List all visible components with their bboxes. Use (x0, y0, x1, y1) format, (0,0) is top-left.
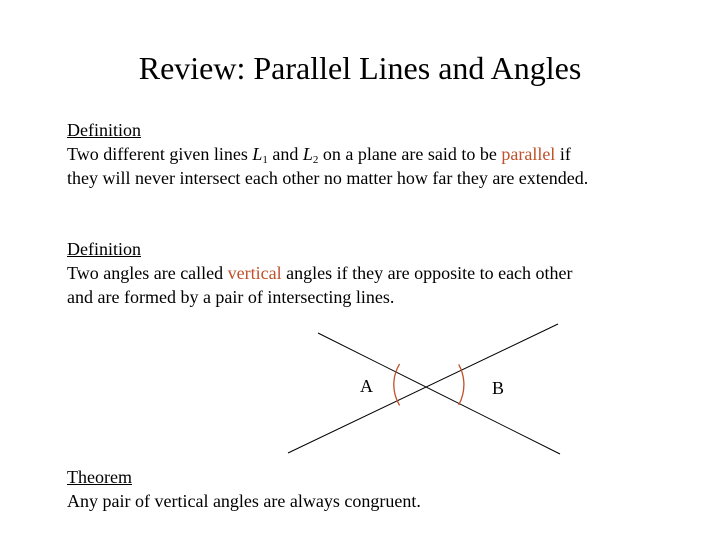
line-l1-subscript: 1 (262, 154, 268, 166)
angle-b-arc (459, 364, 464, 405)
line-l2-symbol: L (302, 144, 313, 164)
angle-b-label: B (492, 378, 505, 398)
text-fragment: angles if they are opposite to each other (281, 263, 573, 283)
slide-title: Review: Parallel Lines and Angles (138, 50, 582, 86)
text-fragment: and are formed by a pair of intersecting lines. (67, 287, 395, 307)
theorem-heading: Theorem (67, 467, 132, 487)
text-fragment: on a plane are said to be (318, 144, 502, 164)
definition-heading: Definition (67, 239, 141, 259)
text-fragment: and (267, 144, 303, 164)
line-l2-subscript: 2 (312, 154, 319, 166)
text-fragment: Two different given lines (67, 144, 253, 164)
angle-a-arc (394, 364, 400, 406)
text-fragment: Two angles are called (67, 263, 228, 283)
term-vertical: vertical (227, 263, 282, 283)
angle-a-label: A (360, 376, 373, 396)
text-fragment: if (555, 144, 571, 164)
term-parallel: parallel (501, 144, 556, 164)
intersecting-line-1 (318, 333, 560, 454)
intersecting-line-2 (288, 324, 558, 453)
line-l1-symbol: L (252, 144, 263, 164)
definition-heading: Definition (67, 120, 141, 140)
text-fragment: they will never intersect each other no matter how far they are extended. (67, 168, 589, 188)
theorem (67, 465, 687, 513)
theorem-text: Any pair of vertical angles are always congruent. (67, 491, 421, 511)
